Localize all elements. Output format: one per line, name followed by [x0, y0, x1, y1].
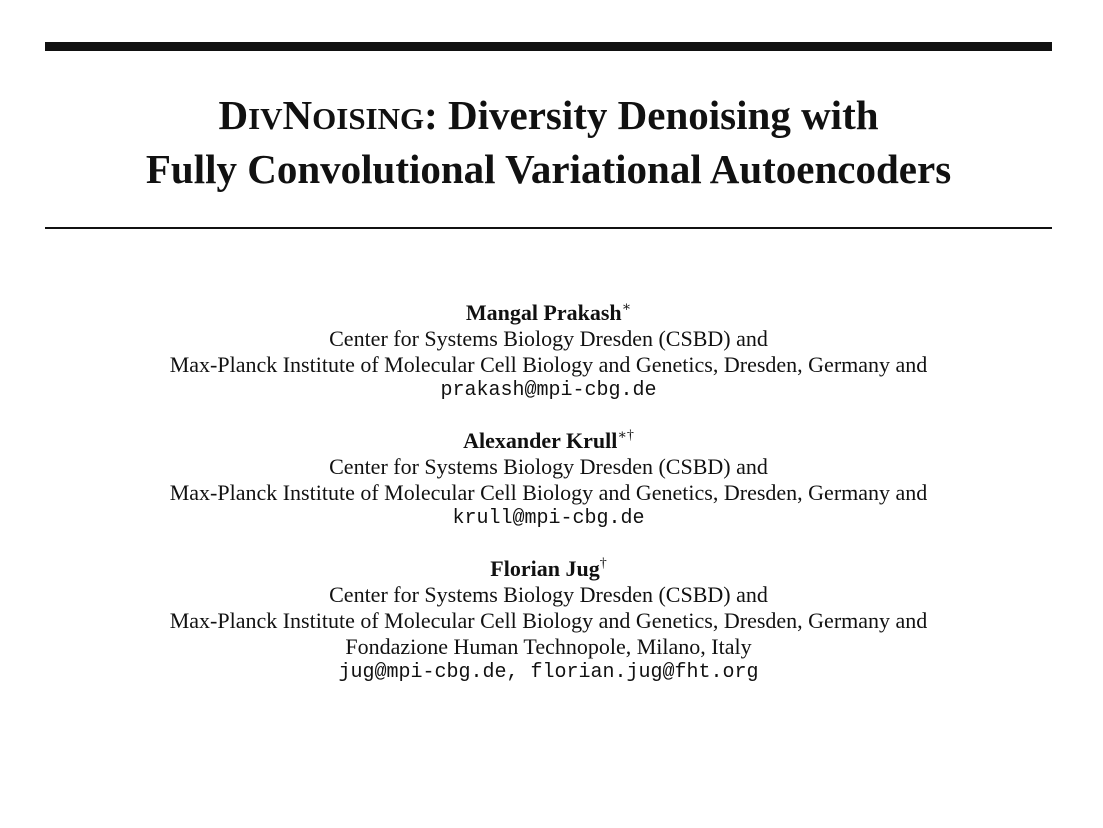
author-block [45, 556, 1052, 686]
title-name-part: N [282, 92, 313, 138]
author-name-line [45, 300, 1052, 326]
top-rule [45, 42, 1052, 51]
title-name-part: OISING [312, 101, 425, 136]
author-block [45, 428, 1052, 532]
author-name: Florian Jug [490, 556, 600, 581]
author-email: krull@mpi-cbg.de [452, 507, 645, 530]
author-email: prakash@mpi-cbg.de [440, 379, 657, 402]
title-name-part: IV [248, 101, 283, 136]
author-name: Alexander Krull [463, 428, 618, 453]
author-name: Mangal Prakash [465, 300, 622, 325]
author-affiliation: Center for Systems Biology Dresden (CSBD) and [329, 454, 768, 479]
title-line-2: Fully Convolutional Variational Autoencoders [145, 146, 952, 192]
author-footnote-marks: ∗ [621, 300, 632, 315]
author-affiliation: Max-Planck Institute of Molecular Cell Biology and Genetics, Dresden, Germany and [169, 480, 928, 505]
title-line-1-rest: : Diversity Denoising with [424, 92, 879, 138]
author-affiliation: Center for Systems Biology Dresden (CSBD) and [329, 326, 768, 351]
title-line-1 [45, 90, 1052, 144]
author-email: jug@mpi-cbg.de, florian.jug@fht.org [338, 661, 759, 684]
author-affiliation: Center for Systems Biology Dresden (CSBD) and [329, 582, 768, 607]
author-footnote-marks: ∗† [617, 428, 634, 443]
author-affiliation: Max-Planck Institute of Molecular Cell Biology and Genetics, Dresden, Germany and [169, 608, 928, 633]
title-method-name [218, 92, 424, 138]
author-affiliation: Fondazione Human Technopole, Milano, Italy [345, 634, 752, 659]
author-name-line [45, 428, 1052, 454]
author-list [45, 300, 1052, 686]
author-name-line [45, 556, 1052, 582]
author-footnote-marks: † [599, 556, 607, 571]
author-block [45, 300, 1052, 404]
paper-title [45, 90, 1052, 194]
title-name-part: D [218, 92, 249, 138]
title-bottom-rule [45, 227, 1052, 229]
author-affiliation: Max-Planck Institute of Molecular Cell Biology and Genetics, Dresden, Germany and [169, 352, 928, 377]
